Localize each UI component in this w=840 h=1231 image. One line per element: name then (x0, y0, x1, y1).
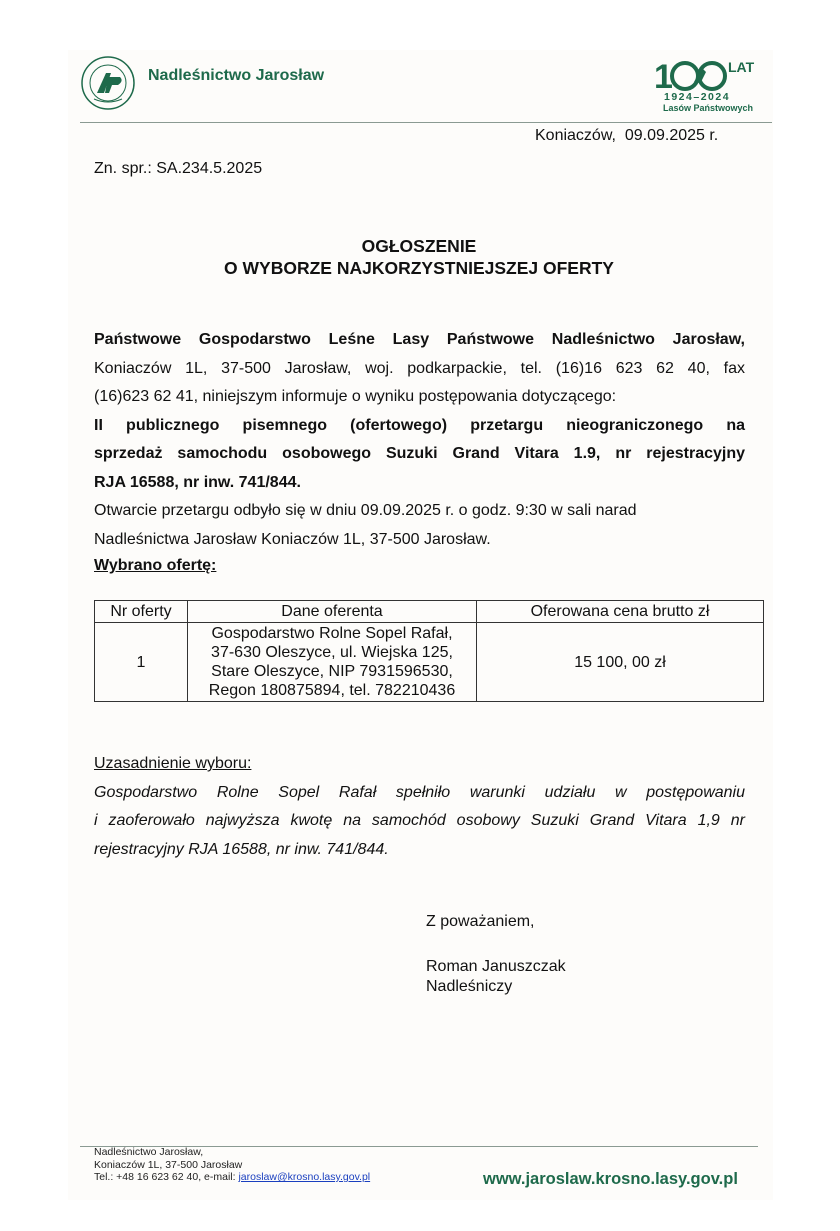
place-date: Koniaczów, 09.09.2025 r. (535, 127, 719, 144)
footer-line-3 (94, 1171, 370, 1184)
svg-text:1: 1 (654, 58, 673, 96)
document-title (94, 235, 744, 279)
body-line: II publicznego pisemnego (ofertowego) przetargu nieograniczonego na (94, 416, 745, 434)
footer-address (94, 1146, 370, 1184)
bidder-line: Regon 180875894, tel. 782210436 (208, 682, 456, 699)
svg-text:Lasów Państwowych: Lasów Państwowych (663, 103, 754, 113)
title-line-1: OGŁOSZENIE (361, 236, 477, 256)
body-line: Koniaczów 1L, 37-500 Jarosław, woj. podkarpackie, tel. (16)16 623 62 40, fax (94, 359, 745, 377)
table-header-row (95, 601, 764, 623)
body-line: Nadleśnictwa Jarosław Koniaczów 1L, 37-500 Jarosław. (94, 530, 491, 548)
col-offer-number: Nr oferty (95, 601, 188, 623)
offer-number: 1 (95, 623, 188, 702)
bidder-line: Gospodarstwo Rolne Sopel Rafał, (211, 625, 453, 642)
svg-text:LAT: LAT (728, 59, 755, 75)
body-line: RJA 16588, nr inw. 741/844. (94, 473, 301, 491)
org-name: Nadleśnictwo Jarosław (148, 67, 325, 84)
footer-email-link[interactable]: jaroslaw@krosno.lasy.gov.pl (238, 1171, 371, 1183)
offers-table (94, 600, 764, 702)
announcement-body (94, 326, 745, 576)
justification-section (94, 750, 745, 864)
header-divider (80, 122, 772, 123)
justification-line: Gospodarstwo Rolne Sopel Rafał spełniło warunki udziału w postępowaniu (94, 783, 745, 801)
signatory-name: Roman Januszczak (426, 958, 566, 975)
100-years-logo-icon (654, 56, 764, 114)
body-line: sprzedaż samochodu osobowego Suzuki Grand Vitara 1.9, nr rejestracyjny (94, 445, 745, 462)
table-row (95, 623, 764, 702)
title-line-2: O WYBORZE NAJKORZYSTNIEJSZEJ OFERTY (224, 258, 614, 278)
body-line: Otwarcie przetargu odbyło się w dniu 09.09.2025 r. o godz. 9:30 w sali narad (94, 502, 637, 519)
footer-phone: Tel.: +48 16 623 62 40, e-mail: (94, 1171, 239, 1183)
justification-heading: Uzasadnienie wyboru: (94, 755, 252, 772)
bidder-details (188, 623, 477, 702)
footer-line-2: Koniaczów 1L, 37-500 Jarosław (94, 1158, 243, 1171)
selected-offer-heading: Wybrano ofertę: (94, 557, 217, 574)
bidder-line: 37-630 Oleszyce, ul. Wiejska 125, (211, 644, 453, 661)
col-bidder: Dane oferenta (188, 601, 477, 623)
case-number: Zn. spr.: SA.234.5.2025 (94, 160, 263, 177)
justification-line: rejestracyjny RJA 16588, nr inw. 741/844. (94, 840, 389, 858)
justification-line: i zaoferowało najwyższa kwotę na samochód osobowy Suzuki Grand Vitara 1,9 nr (94, 812, 745, 829)
signatory (426, 957, 566, 997)
svg-text:1924–2024: 1924–2024 (664, 91, 731, 103)
body-line: Państwowe Gospodarstwo Leśne Lasy Państwowe Nadleśnictwo Jarosław, (94, 331, 745, 348)
closing-greeting: Z poważaniem, (426, 913, 535, 930)
body-line: (16)623 62 41, niniejszym informuje o wyniku postępowania dotyczącego: (94, 388, 617, 405)
col-price: Oferowana cena brutto zł (477, 601, 764, 623)
bidder-line: Stare Oleszyce, NIP 7931596530, (211, 663, 453, 680)
footer-line-1: Nadleśnictwo Jarosław, (94, 1146, 204, 1158)
signatory-position: Nadleśniczy (426, 978, 513, 995)
offer-price: 15 100, 00 zł (477, 623, 764, 702)
website-link[interactable]: www.jaroslaw.krosno.lasy.gov.pl (483, 1170, 738, 1188)
lasy-panstwowe-logo-icon (80, 55, 136, 111)
